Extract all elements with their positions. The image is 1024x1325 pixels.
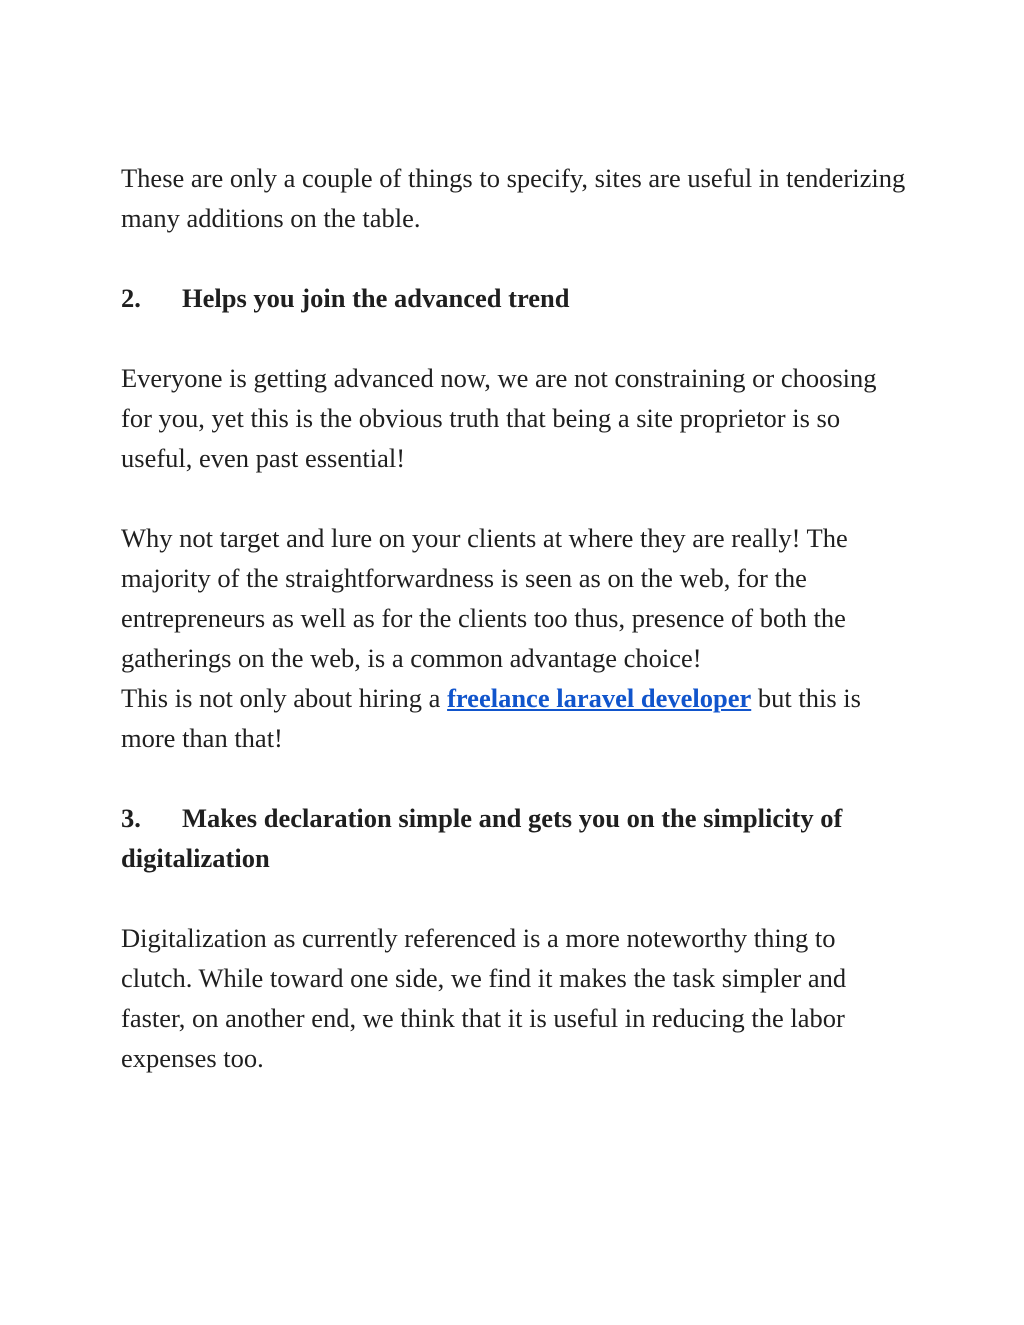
section-3-title: Makes declaration simple and gets you on the simplicity of digitalization bbox=[121, 803, 843, 873]
section-3-paragraph-1: Digitalization as currently referenced is a more noteworthy thing to clutch. While toward one side, we find it makes the task simpler and faster, on another end, we think that it is useful in reducing the labor expenses too. bbox=[121, 923, 847, 1073]
section-2-paragraph-2: Why not target and lure on your clients at where they are really! The majority of the straightforwardness is seen as on the web, for the entrepreneurs as well as for the clients too thus, presence of both the gatherings on the web, is a common advantage choice! bbox=[121, 523, 848, 673]
section-3-heading bbox=[121, 798, 911, 878]
paragraph-text: but this is more than that! bbox=[121, 683, 861, 753]
section-2-paragraph-1: Everyone is getting advanced now, we are not constraining or choosing for you, yet this is the obvious truth that being a site proprietor is so useful, even past essential! bbox=[121, 363, 877, 473]
section-2-title: Helps you join the advanced trend bbox=[182, 283, 570, 313]
freelance-laravel-developer-link[interactable]: freelance laravel developer bbox=[447, 683, 752, 713]
intro-paragraph: These are only a couple of things to specify, sites are useful in tenderizing many additions on the table. bbox=[121, 163, 906, 233]
spacer bbox=[121, 238, 911, 278]
paragraph-text: This is not only about hiring a bbox=[121, 683, 448, 713]
section-2-number: 2. bbox=[121, 283, 141, 313]
section-2-paragraph-3 bbox=[121, 678, 911, 758]
section-3-number: 3. bbox=[121, 803, 141, 833]
spacer bbox=[121, 478, 911, 518]
document-page bbox=[121, 158, 911, 1078]
spacer bbox=[121, 758, 911, 798]
spacer bbox=[121, 318, 911, 358]
section-2-heading bbox=[121, 278, 911, 318]
spacer bbox=[121, 878, 911, 918]
